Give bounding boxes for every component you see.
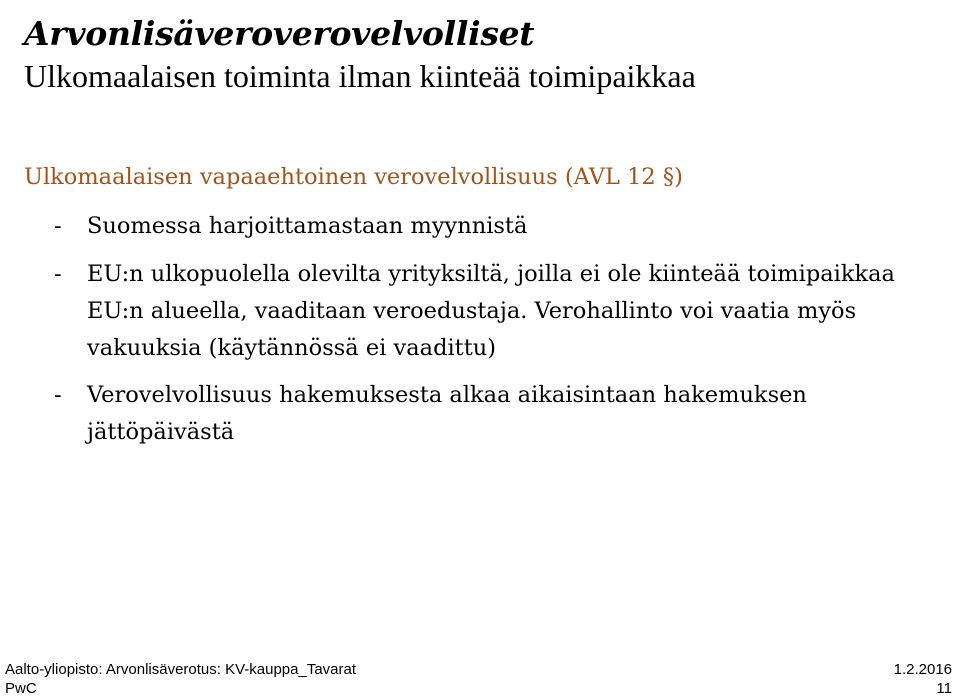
footer-page-number: 11: [936, 680, 952, 697]
section-heading: Ulkomaalaisen vapaaehtoinen verovelvollisuus (AVL 12 §): [24, 164, 683, 190]
bullet-dash: -: [54, 261, 62, 287]
bullet-item: [54, 208, 944, 245]
bullet-dash: -: [54, 382, 62, 408]
bullet-item: [54, 377, 944, 451]
footer-date: 1.2.2016: [893, 661, 952, 678]
bullet-text: Verovelvollisuus hakemuksesta alkaa aikaisintaan hakemuksen jättöpäivästä: [87, 382, 807, 445]
slide-title: Arvonlisäveroverovelvolliset: [24, 14, 535, 53]
bullet-text: EU:n ulkopuolella olevilta yrityksiltä, joilla ei ole kiinteää toimipaikkaa EU:n alueella, vaaditaan veroedustaja. Verohallinto voi vaatia myös vakuuksia (käytännössä ei vaadittu): [87, 261, 895, 361]
slide-subtitle: Ulkomaalaisen toiminta ilman kiinteää toimipaikkaa: [24, 58, 696, 94]
bullet-text: Suomessa harjoittamastaan myynnistä: [87, 213, 528, 239]
footer-course: Aalto-yliopisto: Arvonlisäverotus: KV-kauppa_Tavarat: [5, 661, 357, 678]
bullet-dash: -: [54, 213, 62, 239]
bullet-item: [54, 256, 944, 367]
footer-company: PwC: [5, 680, 37, 697]
